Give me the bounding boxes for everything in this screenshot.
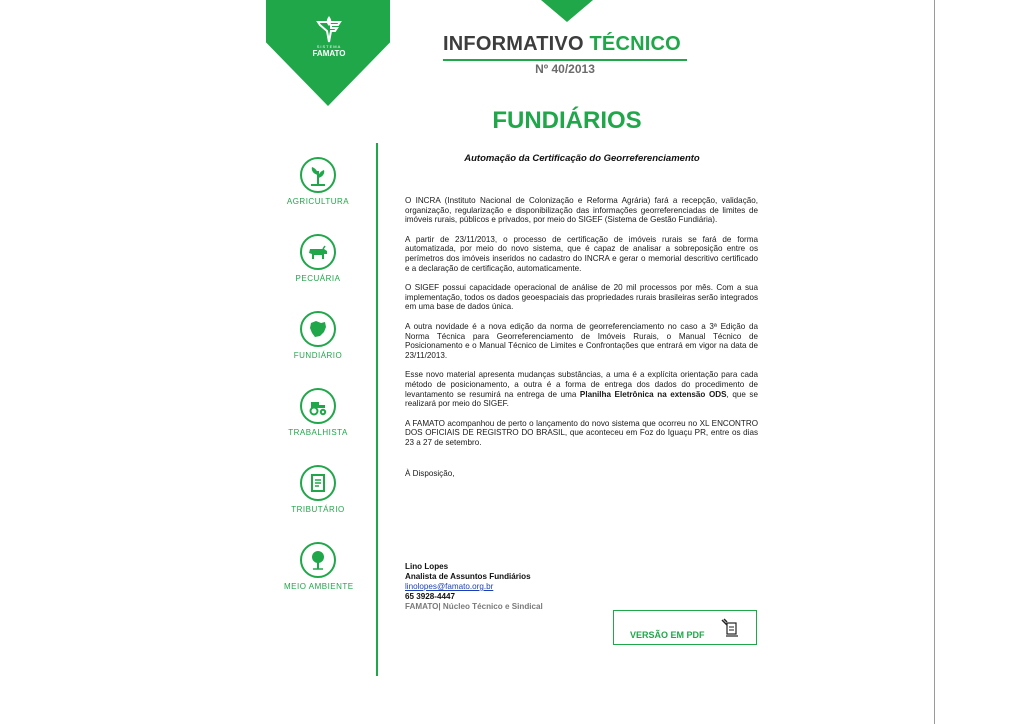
cattle-icon <box>306 240 330 264</box>
article-body <box>405 196 758 489</box>
paragraph-3: O SIGEF possui capacidade operacional de análise de 20 mil processos por mês. Com a sua implementação, todos os dados geoespaciais das propriedades rurais brasileiras serão integrados em uma base de dados única. <box>405 283 758 312</box>
paragraph-1: O INCRA (Instituto Nacional de Colonização e Reforma Agrária) fará a recepção, validação, organização, regularização e disponibilização das informações georreferenciadas de limites de imóveis rurais, públicos e privados, por meio do SIGEF (Sistema de Gestão Fundiária). <box>405 196 758 225</box>
category-label: TRIBUTÁRIO <box>291 505 345 514</box>
newsletter-title-part2: TÉCNICO <box>589 33 681 55</box>
header-green-notch <box>541 0 593 22</box>
category-label: MEIO AMBIENTE <box>284 582 354 591</box>
paragraph-5-bold: Planilha Eletrônica na extensão ODS <box>579 389 727 399</box>
signature-block <box>405 562 543 612</box>
phone-number: 65 3928-4447 <box>405 592 455 601</box>
document-icon <box>306 471 330 495</box>
section-title: FUNDIÁRIOS <box>492 107 642 134</box>
category-label: AGRICULTURA <box>286 197 350 206</box>
vertical-divider <box>376 143 378 676</box>
tree-icon <box>306 548 330 572</box>
pdf-download-icon <box>718 616 742 640</box>
category-fundiario[interactable] <box>284 311 352 360</box>
map-icon <box>306 317 330 341</box>
paragraph-2: A partir de 23/11/2013, o processo de certificação de imóveis rurais se fará de forma automatizada, por meio do novo sistema, que é capaz de analisar a sobreposição entre os perímetros dos imóveis inseridos no cadastro do INCRA e gerar o memorial descritivo certificado e a declaração de certificação, automaticamente. <box>405 234 758 273</box>
page-edge <box>934 0 935 724</box>
signer-name: Lino Lopes <box>405 562 449 571</box>
pdf-version-button[interactable] <box>613 610 757 645</box>
famato-leaf-icon <box>314 14 344 44</box>
signer-role: Analista de Assuntos Fundiários <box>405 572 531 581</box>
newsletter-title-part1: INFORMATIVO <box>443 33 584 55</box>
organization: FAMATO| Núcleo Técnico e Sindical <box>405 602 543 611</box>
newsletter-title <box>443 33 681 56</box>
pdf-button-label: VERSÃO EM PDF <box>630 630 705 640</box>
issue-number: Nº 40/2013 <box>535 62 595 76</box>
article-subtitle: Automação da Certificação do Georreferenciamento <box>464 153 700 164</box>
category-trabalhista[interactable] <box>284 388 352 437</box>
category-meio-ambiente[interactable] <box>284 542 352 591</box>
paragraph-5 <box>405 370 758 408</box>
category-agricultura[interactable] <box>284 157 352 206</box>
category-tributario[interactable] <box>284 465 352 514</box>
plant-icon <box>306 163 330 187</box>
greeting: À Disposição, <box>405 469 455 479</box>
paragraph-5-end: , que se realizará por meio do SIGEF. <box>405 389 758 409</box>
category-label: TRABALHISTA <box>288 428 348 437</box>
paragraph-6: A FAMATO acompanhou de perto o lançamento do novo sistema que ocorreu no XL ENCONTRO DOS OFICIAIS DE REGISTRO DO BRASIL, que aconteceu em Foz do Iguaçu PR, entre os dias 23 a 27 de setembro. <box>405 418 758 447</box>
email-link[interactable]: linolopes@famato.org.br <box>405 582 494 591</box>
famato-logo <box>305 14 353 64</box>
category-label: PECUÁRIA <box>295 274 341 283</box>
logo-sistema-text: SISTEMA <box>316 44 342 49</box>
category-pecuaria[interactable] <box>284 234 352 283</box>
title-underline <box>443 59 687 61</box>
paragraph-4: A outra novidade é a nova edição da norma de georreferenciamento no caso a 3ª Edição da Norma Técnica para Georreferenciamento de Imóveis Rurais, o Manual Técnico de Posicionamento e o Manual Técnico de Limites e Confrontações que entrará em vigor na data de 23/11/2013. <box>405 321 758 360</box>
paragraph-5-start: Esse novo material apresenta mudanças substâncias, a uma é a explícita orientação para cada método de posicionamento, a outra é a forma de entrega dos dados do procedimento de levantamento se resumirá na entrega de uma <box>405 370 758 399</box>
logo-brand-text: FAMATO <box>312 49 346 58</box>
category-label: FUNDIÁRIO <box>293 351 343 360</box>
tractor-icon <box>306 394 330 418</box>
